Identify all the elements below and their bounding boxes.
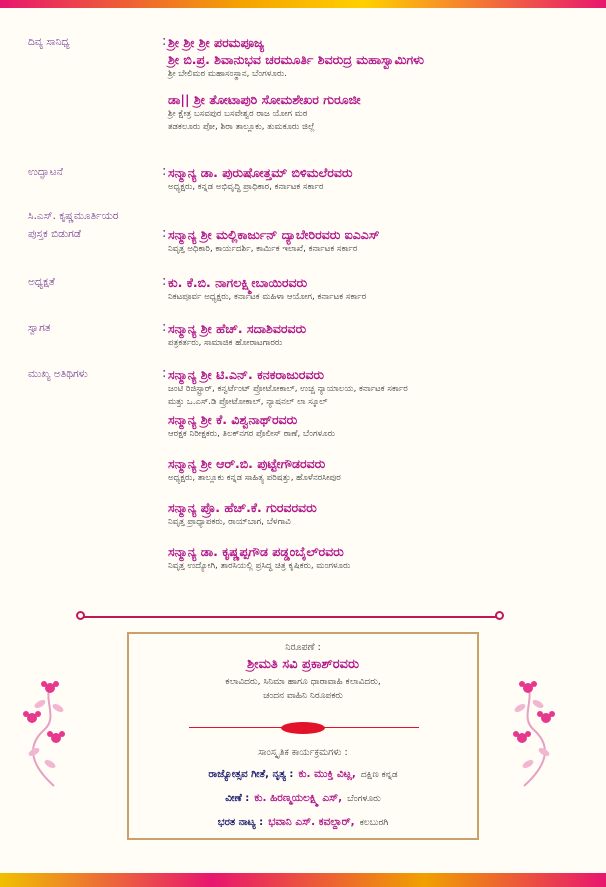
guest-item [168,411,588,441]
program-row [129,810,477,829]
colon: : [162,274,167,289]
floral-ornament-left-icon [14,678,78,788]
person-desc: ನಿಕಟಪೂರ್ವ ಅಧ್ಯಕ್ಷರು, ಕರ್ನಾಟಕ ಮಹಿಳಾ ಆಯೋಗ, ಕರ್ನಾಟಕ ಸರ್ಕಾರ [168,292,367,302]
guest-name: ಸನ್ಮಾನ್ಯ ಶ್ರೀ ಕೆ. ವಿಶ್ವನಾಥ್‌ರವರು [168,412,298,427]
guest-item [168,366,588,409]
guest-item [168,455,588,485]
colon: : [162,226,167,241]
performer-place: ದಕ್ಷಿಣ ಕನ್ನಡ [360,770,398,780]
honoree-title: ಶ್ರೀ ಶ್ರೀ ಶ್ರೀ ಪರಮಪೂಜ್ಯ [168,35,265,50]
program-title: ವೀಣೆ : [225,793,250,804]
person-desc: ಅಧ್ಯಕ್ಷರು, ಕನ್ನಡ ಅಭಿವೃದ್ಧಿ ಪ್ರಾಧಿಕಾರ, ಕರ್ನಾಟಕ ಸರ್ಕಾರ [168,182,324,192]
section-label: ಮುಖ್ಯ ಅತಿಥಿಗಳು [28,368,88,380]
niroopane-name: ಶ್ರೀಮತಿ ಸವಿ ಪ್ರಕಾಶ್‌ರವರು [247,657,359,672]
guest-item [168,543,588,573]
guest-name: ಸನ್ಮಾನ್ಯ ಡಾ. ಕೃಷ್ಣಪ್ಪಗೌಡ ಪಡ್ಡಂಬೈಲ್‌ರವರು [168,544,344,559]
colon: : [162,320,167,335]
floral-ornament-right-icon [500,678,564,788]
section-label: ಸ್ವಾಗತ [28,322,51,334]
program-row [129,762,477,781]
guest-desc: ಅಧ್ಯಕ್ಷರು, ತಾಲ್ಲೂಕು ಕನ್ನಡ ಸಾಹಿತ್ಯ ಪರಿಷತ್ತು, ಹೊಳೆನರಸೀಪುರ [168,473,341,483]
honoree-name: ಶ್ರೀ ಬಿ.ಪ್ರ. ಶಿವಾನುಭವ ಚರಮೂರ್ತಿ ಶಿವರುದ್ರ ಮಹಾಸ್ವಾಮಿಗಳು [168,52,424,67]
person-name: ಕು. ಕೆ.ಬಿ. ನಾಗಲಕ್ಷ್ಮೀಬಾಯಿರವರು [168,275,308,290]
performer-place: ಬೆಂಗಳೂರು [347,794,381,804]
section-label: ಅಧ್ಯಕ್ಷತೆ [28,276,55,288]
guest-desc: ಜಂಟಿ ರಿಜಿಸ್ಟ್ರಾರ್, ಕನ್ವರ್ಟೆಂಟ್ ಪ್ರೋಟೋಕಾಲ್, ಉಚ್ಚ ನ್ಯಾಯಾಲಯ, ಕರ್ನಾಟಕ ಸರ್ಕಾರ [168,384,408,394]
person-name: ಸನ್ಮಾನ್ಯ ಶ್ರೀ ಹೆಚ್. ಸದಾಶಿವರವರು [168,321,307,336]
person-name: ಸನ್ಮಾನ್ಯ ಶ್ರೀ ಮಲ್ಲಿಕಾರ್ಜುನ್ ದ್ಯಾಬೇರಿರವರು ಐಎಎಸ್ [168,227,380,242]
person-desc: ಪತ್ರಕರ್ತರು, ಸಾಮಾಜಿಕ ಹೋರಾಟಗಾರರು [168,338,283,348]
guest-desc: ನಿವೃತ್ತ ಪ್ರಾಧ್ಯಾಪಕರು, ರಾಯ್‌ಬಾಗ, ಬೆಳಗಾವಿ [168,517,291,527]
top-decorative-band [0,0,606,8]
niroopane-desc-line2: ಚಂದನ ವಾಹಿನಿ ನಿರೂಪಕರು [263,691,343,701]
niroopane-desc: ಕಲಾವಿದರು, ಸಿನಿಮಾ ಹಾಗೂ ಧಾರಾವಾಹಿ ಕಲಾವಿದರು, [225,677,381,687]
guest-item [168,499,588,529]
performer-name: ಕು. ಮುಕ್ತಿ ವಿಟ್ಲ, [298,768,356,780]
honoree-name-2: ಡಾ|| ಶ್ರೀ ತೋಟಾಪುರಿ ಸೋಮಶೇಖರ ಗುರೂಜೀ [168,92,361,107]
niroopane-label: ನಿರೂಪಣೆ : [285,642,321,653]
guest-name: ಸನ್ಮಾನ್ಯ ಶ್ರೀ ಟಿ.ಎನ್. ಕನಕರಾಜುರವರು [168,367,324,382]
divider-end-dot [495,611,504,620]
person-desc: ನಿವೃತ್ತ ಅಧಿಕಾರಿ, ಕಾರ್ಯದರ್ಶಿ, ಕಾರ್ಮಿಕ ಇಲಾಖೆ, ಕರ್ನಾಟಕ ಸರ್ಕಾರ [168,244,358,254]
divider-end-dot [76,611,85,620]
guest-desc: ಆರಕ್ಷಕ ನಿರೀಕ್ಷಕರು, ತಿಲಕ್‌ನಗರ ಪೊಲೀಸ್ ಠಾಣೆ, ಬೆಂಗಳೂರು [168,429,336,439]
guest-desc-line2: ಮತ್ತು ಒ.ಎಸ್.ಡಿ ಪ್ರೋಟೋಕಾಲ್, ನ್ಯಾಷನಲ್ ಲಾ ಸ್ಕೂಲ್ [168,397,328,407]
colon: : [162,164,167,179]
section-label: ಉದ್ಘಾಟನೆ [28,166,63,178]
section-label-line1: ಸಿ.ಎಸ್. ಕೃಷ್ಣಮೂರ್ತಿಯರ [28,210,119,222]
performer-name: ಭವಾನಿ ಎಸ್. ಕವಲ್ದಾರ್, [268,816,355,828]
cultural-label: ಸಾಂಸ್ಕೃತಿಕ ಕಾರ್ಯಕ್ರಮಗಳು : [258,747,348,758]
program-row [129,786,477,805]
performer-place: ಕಲಬುರಗಿ [359,818,389,828]
guest-desc: ನಿವೃತ್ತ ಉದ್ಯೋಗಿ, ತಾರಸಿಯಲ್ಲಿ ಪ್ರಸಿದ್ಧ ಚಿತ್ರ ಕೃಷಿಕರು, ಮಂಗಳೂರು [168,561,351,571]
program-title: ಭರತ ನಾಟ್ಯ : [217,817,264,828]
section-label-line2: ಪುಸ್ತಕ ಬಿಡುಗಡೆ [28,228,81,240]
box-divider-ornament [281,722,325,734]
niroopane-block [129,634,477,703]
section-label: ದಿವ್ಯ ಸಾನಿಧ್ಯ [28,36,70,48]
section-divider [80,616,500,618]
guest-name: ಸನ್ಮಾನ್ಯ ಶ್ರೀ ಆರ್.ಬಿ. ಪುಟ್ಟೇಗೌಡರವರು [168,456,326,471]
performer-name: ಕು. ಹಿರಣ್ಮಯಲಕ್ಷ್ಮಿ ಎಸ್, [254,792,343,804]
colon: : [162,366,167,381]
person-name: ಸನ್ಮಾನ್ಯ ಡಾ. ಪುರುಷೋತ್ತಮ್ ಬಿಳಿಮಲೆರವರು [168,165,353,180]
honoree-desc: ಶ್ರೀ ಬೇಲಿಮಠ ಮಹಾಸಂಸ್ಥಾನ, ಬೆಂಗಳೂರು. [168,69,287,79]
honoree-desc-2a: ಶ್ರೀ ಕ್ಷೇತ್ರ ಬಸವಪುರ ಬಸವೇಶ್ವರ ರಾಜ ಯೋಗ ಮಠ [168,109,308,119]
cultural-label-row [129,740,477,759]
bottom-decorative-band [0,873,606,887]
program-box [127,632,479,840]
honoree-desc-2b: ತಡಕಲೂರು ಪೋ, ಶಿರಾ ತಾಲ್ಲೂಕು, ತುಮಕೂರು ಜಿಲ್ಲೆ [168,122,315,132]
program-title: ರಾಜ್ಯೋತ್ಸವ ಗೀತೆ, ನೃತ್ಯ : [208,769,294,780]
guest-name: ಸನ್ಮಾನ್ಯ ಪ್ರೊ. ಹೆಚ್.ಕೆ. ಗುರವರವರು [168,500,317,515]
colon: : [162,34,167,49]
